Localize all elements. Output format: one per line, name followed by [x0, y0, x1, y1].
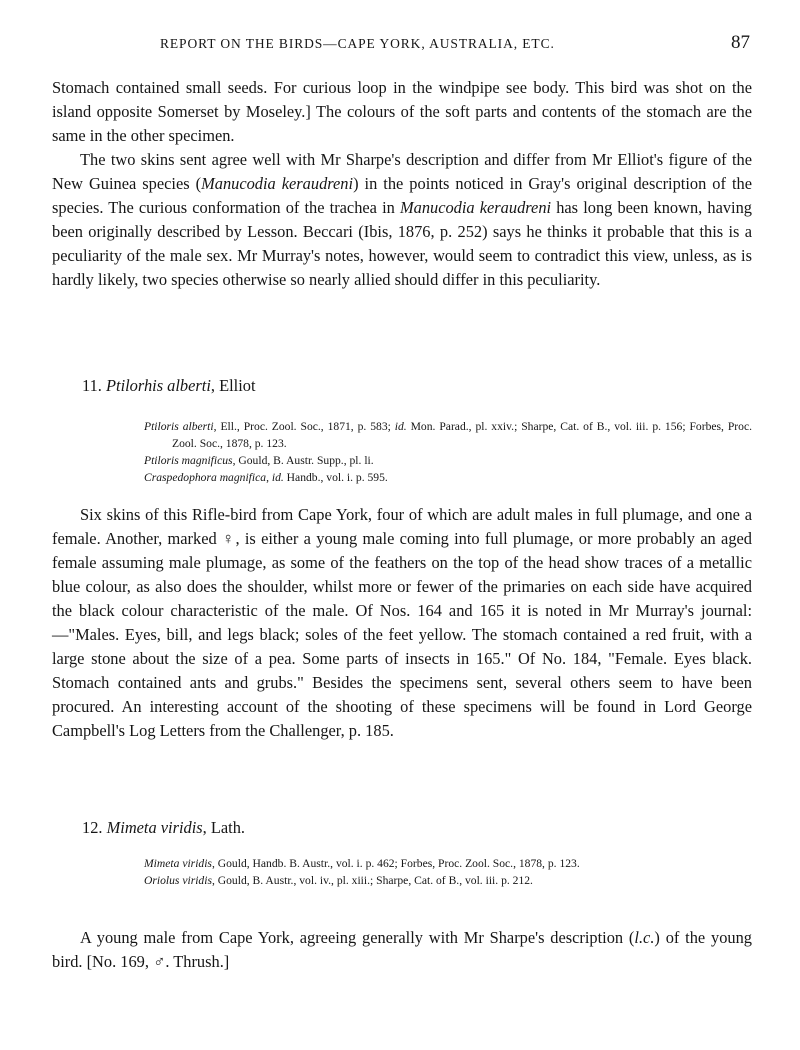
species-number: 11.	[82, 376, 102, 395]
synonym-entry: Mimeta viridis, Gould, Handb. B. Austr., vol. i. p. 462; Forbes, Proc. Zool. Soc., 1878, p. 123.	[144, 857, 580, 870]
synonym-name: Mimeta viridis	[144, 857, 212, 870]
species-name-keraudreni-1: Manucodia keraudreni	[201, 174, 354, 193]
synonym-entry: Oriolus viridis, Gould, B. Austr., vol. iv., pl. xiii.; Sharpe, Cat. of B., vol. iii. p. 212.	[144, 874, 533, 887]
synonym-entry: Craspedophora magnifica, id. Handb., vol. i. p. 595.	[144, 471, 388, 484]
comparison-paragraph	[52, 148, 752, 292]
species-author: , Elliot	[210, 376, 256, 395]
synonym-entry: Ptiloris magnificus, Gould, B. Austr. Supp., pl. li.	[144, 454, 374, 467]
species-name: Mimeta viridis	[106, 818, 203, 837]
comparison-text-3: has long been known, having been originally described by Lesson. Beccari (Ibis, 1876, p. 252) says he thinks it probable that this is a peculiarity of the male sex. Mr Murray's notes, however, would seem to contradict this view, unless, as is hardly likely, two species otherwise so nearly allied should differ in this peculiarity.	[52, 198, 752, 289]
species-author: , Lath.	[202, 818, 246, 837]
species-number: 12.	[82, 818, 103, 837]
species-heading-11	[82, 376, 256, 396]
loc-cit-abbr: l.c.	[634, 928, 655, 947]
synonym-name: Ptiloris alberti	[144, 420, 214, 433]
intro-paragraph	[52, 76, 752, 148]
comparison-text-1: The two skins sent agree well with Mr Sharpe's description and differ from Mr Elliot's figure of the New Guinea species (	[52, 150, 752, 193]
synonym-list-11	[144, 418, 752, 486]
species-name-keraudreni-2: Manucodia keraudreni	[399, 198, 552, 217]
comparison-text-2: ) in the points noticed in Gray's original description of the species. The curious conformation of the trachea in	[52, 174, 752, 217]
synonym-name: Craspedophora magnifica	[144, 471, 267, 484]
intro-text: Stomach contained small seeds. For curious loop in the windpipe see body. This bird was shot on the island opposite Somerset by Moseley.] The colours of the soft parts and contents of the stomach are the same in the other specimen.	[52, 78, 752, 145]
species-heading-12	[82, 818, 245, 838]
species-12-paragraph: A young male from Cape York, agreeing generally with Mr Sharpe's description (l.c.) of the young bird. [No. 169, ♂. Thrush.]	[52, 928, 752, 971]
page	[52, 0, 752, 1050]
species-name: Ptilorhis alberti	[106, 376, 211, 395]
page-number: 87	[731, 32, 750, 53]
running-title: REPORT ON THE BIRDS—CAPE YORK, AUSTRALIA, ETC.	[160, 36, 555, 51]
species-11-paragraph: Six skins of this Rifle-bird from Cape York, four of which are adult males in full plumage, and one a female. Another, marked ♀, is either a young male coming into full plumage, or more probably an aged female assuming male plumage, as some of the feathers on the top of the head show traces of a metallic blue colour, as also does the shoulder, whilst more or fewer of the primaries on each side have acquired the black colour characteristic of the male. Of Nos. 164 and 165 it is noted in Mr Murray's journal:—"Males. Eyes, bill, and legs black; soles of the feet yellow. The stomach contained a red fruit, with a large stone about the size of a pea. Some parts of insects in 165." Of No. 184, "Female. Eyes black. Stomach contained ants and grubs." Besides the specimens sent, several others seem to have been procured. An interesting account of the shooting of these specimens will be found in Lord George Campbell's Log Letters from the Challenger, p. 185.	[52, 505, 752, 740]
synonym-list-12	[144, 855, 752, 889]
synonym-name: Ptiloris magnificus	[144, 454, 233, 467]
synonym-name: Oriolus viridis	[144, 874, 212, 887]
synonym-entry: Ptiloris alberti, Ell., Proc. Zool. Soc., 1871, p. 583; id. Mon. Parad., pl. xxiv.; Sharpe, Cat. of B., vol. iii. p. 156; Forbes, Proc. Zool. Soc., 1878, p. 123.	[144, 420, 753, 450]
page-header	[52, 32, 752, 60]
